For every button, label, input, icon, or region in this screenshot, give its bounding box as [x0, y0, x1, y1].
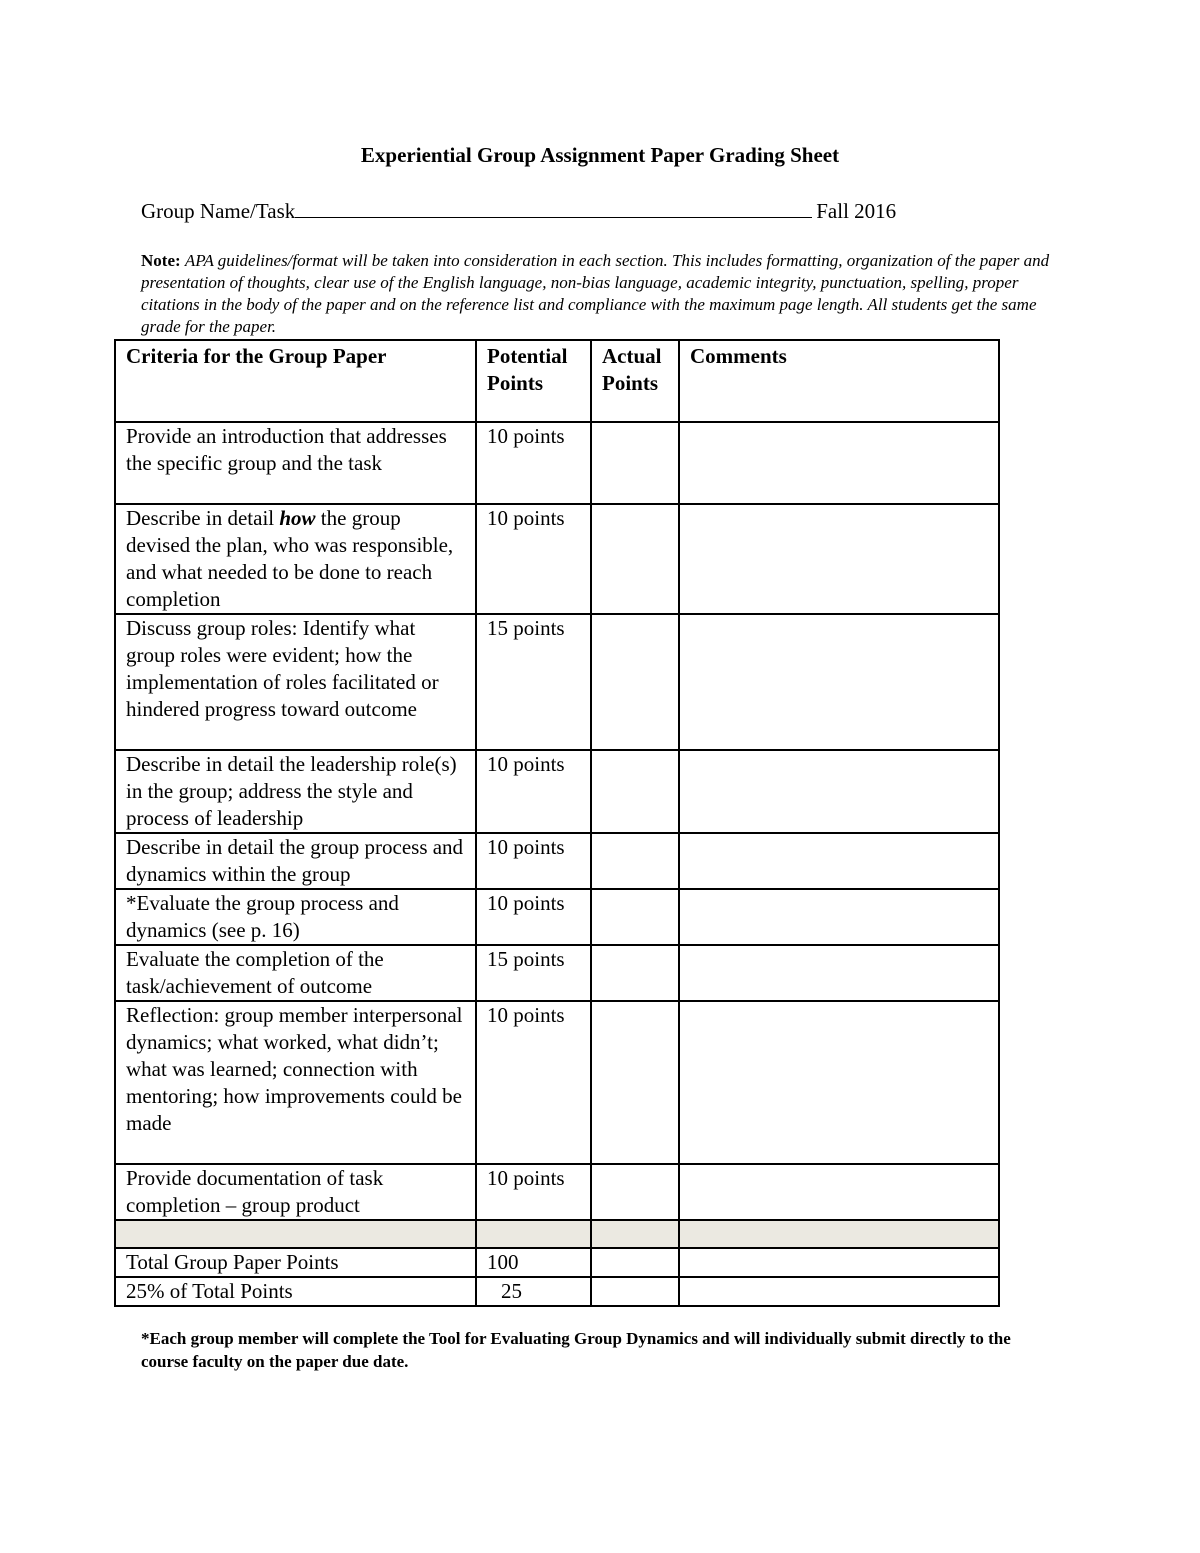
criteria-cell: Describe in detail the group process and dynamics within the group [115, 833, 476, 889]
actual-points-cell[interactable] [591, 945, 679, 1001]
footnote: *Each group member will complete the Tool for Evaluating Group Dynamics and will individually submit directly to the course faculty on the paper due date. [141, 1329, 1011, 1371]
criteria-cell: Describe in detail the leadership role(s) in the group; address the style and process of leadership [115, 750, 476, 833]
percent-comments-cell[interactable] [679, 1277, 999, 1306]
comments-cell[interactable] [679, 614, 999, 750]
table-row [115, 750, 999, 833]
comments-cell[interactable] [679, 945, 999, 1001]
criteria-cell: *Evaluate the group process and dynamics (see p. 16) [115, 889, 476, 945]
shaded-cell [115, 1220, 476, 1248]
criteria-text-end: the group devised the plan, who was responsible, and what needed to be done to reach completion [126, 506, 454, 611]
header-comments: Comments [679, 340, 999, 422]
document-title: Experiential Group Assignment Paper Grading Sheet [360, 143, 840, 167]
criteria-cell: Evaluate the completion of the task/achievement of outcome [115, 945, 476, 1001]
total-actual-points-cell[interactable] [591, 1248, 679, 1277]
actual-points-cell[interactable] [591, 750, 679, 833]
potential-points-cell: 10 points [476, 833, 591, 889]
shaded-cell [476, 1220, 591, 1248]
potential-points-cell: 10 points [476, 422, 591, 504]
percent-actual-points-cell[interactable] [591, 1277, 679, 1306]
potential-points-cell: 10 points [476, 750, 591, 833]
criteria-cell: Discuss group roles: Identify what group roles were evident; how the implementation of roles facilitated or hindered progress toward outcome [115, 614, 476, 750]
criteria-cell: Provide an introduction that addresses the specific group and the task [115, 422, 476, 504]
potential-points-cell: 10 points [476, 889, 591, 945]
actual-points-cell[interactable] [591, 1164, 679, 1220]
actual-points-cell[interactable] [591, 833, 679, 889]
comments-cell[interactable] [679, 889, 999, 945]
header-potential-points: Potential Points [476, 340, 591, 422]
actual-points-cell[interactable] [591, 614, 679, 750]
group-name-label: Group Name/Task [141, 199, 296, 223]
potential-points-cell: 10 points [476, 1001, 591, 1164]
potential-points-cell: 10 points [476, 1164, 591, 1220]
table-row [115, 504, 999, 614]
actual-points-cell[interactable] [591, 889, 679, 945]
actual-points-cell[interactable] [591, 504, 679, 614]
table-row [115, 1001, 999, 1164]
total-points-row [115, 1248, 999, 1277]
criteria-emphasis: how [279, 506, 316, 530]
potential-points-cell: 10 points [476, 504, 591, 614]
actual-points-cell[interactable] [591, 1001, 679, 1164]
criteria-cell [115, 504, 476, 614]
criteria-cell: Reflection: group member interpersonal dynamics; what worked, what didn’t; what was learned; connection with mentoring; how improvements could be made [115, 1001, 476, 1164]
percent-points-row [115, 1277, 999, 1306]
apa-note [141, 250, 1061, 338]
group-name-blank-field[interactable] [295, 197, 812, 218]
note-label: Note: [141, 251, 181, 270]
shaded-cell [679, 1220, 999, 1248]
comments-cell[interactable] [679, 422, 999, 504]
table-row [115, 1164, 999, 1220]
potential-points-cell: 15 points [476, 614, 591, 750]
term-label: Fall 2016 [816, 199, 897, 223]
note-text: APA guidelines/format will be taken into consideration in each section. This includes formatting, organization of the paper and presentation of thoughts, clear use of the English language, non-bias language, academic integrity, punctuation, spelling, proper citations in the body of the paper and on the reference list and compliance with the maximum page length. All students get the same grade for the paper. [141, 251, 1050, 336]
table-header-row [115, 340, 999, 422]
table-row [115, 614, 999, 750]
criteria-text-start: Describe in detail [126, 506, 280, 530]
grading-table [114, 339, 1000, 1307]
percent-points-label: 25% of Total Points [115, 1277, 476, 1306]
percent-points-value: 25 [476, 1277, 591, 1306]
shaded-cell [591, 1220, 679, 1248]
comments-cell[interactable] [679, 504, 999, 614]
table-row [115, 422, 999, 504]
table-row [115, 889, 999, 945]
table-row [115, 945, 999, 1001]
comments-cell[interactable] [679, 750, 999, 833]
comments-cell[interactable] [679, 1164, 999, 1220]
comments-cell[interactable] [679, 1001, 999, 1164]
total-points-label: Total Group Paper Points [115, 1248, 476, 1277]
potential-points-cell: 15 points [476, 945, 591, 1001]
header-actual-points: Actual Points [591, 340, 679, 422]
shaded-separator-row [115, 1220, 999, 1248]
header-criteria: Criteria for the Group Paper [115, 340, 476, 422]
comments-cell[interactable] [679, 833, 999, 889]
total-points-value: 100 [476, 1248, 591, 1277]
criteria-cell: Provide documentation of task completion – group product [115, 1164, 476, 1220]
group-name-line [141, 197, 896, 224]
actual-points-cell[interactable] [591, 422, 679, 504]
total-comments-cell[interactable] [679, 1248, 999, 1277]
table-row [115, 833, 999, 889]
